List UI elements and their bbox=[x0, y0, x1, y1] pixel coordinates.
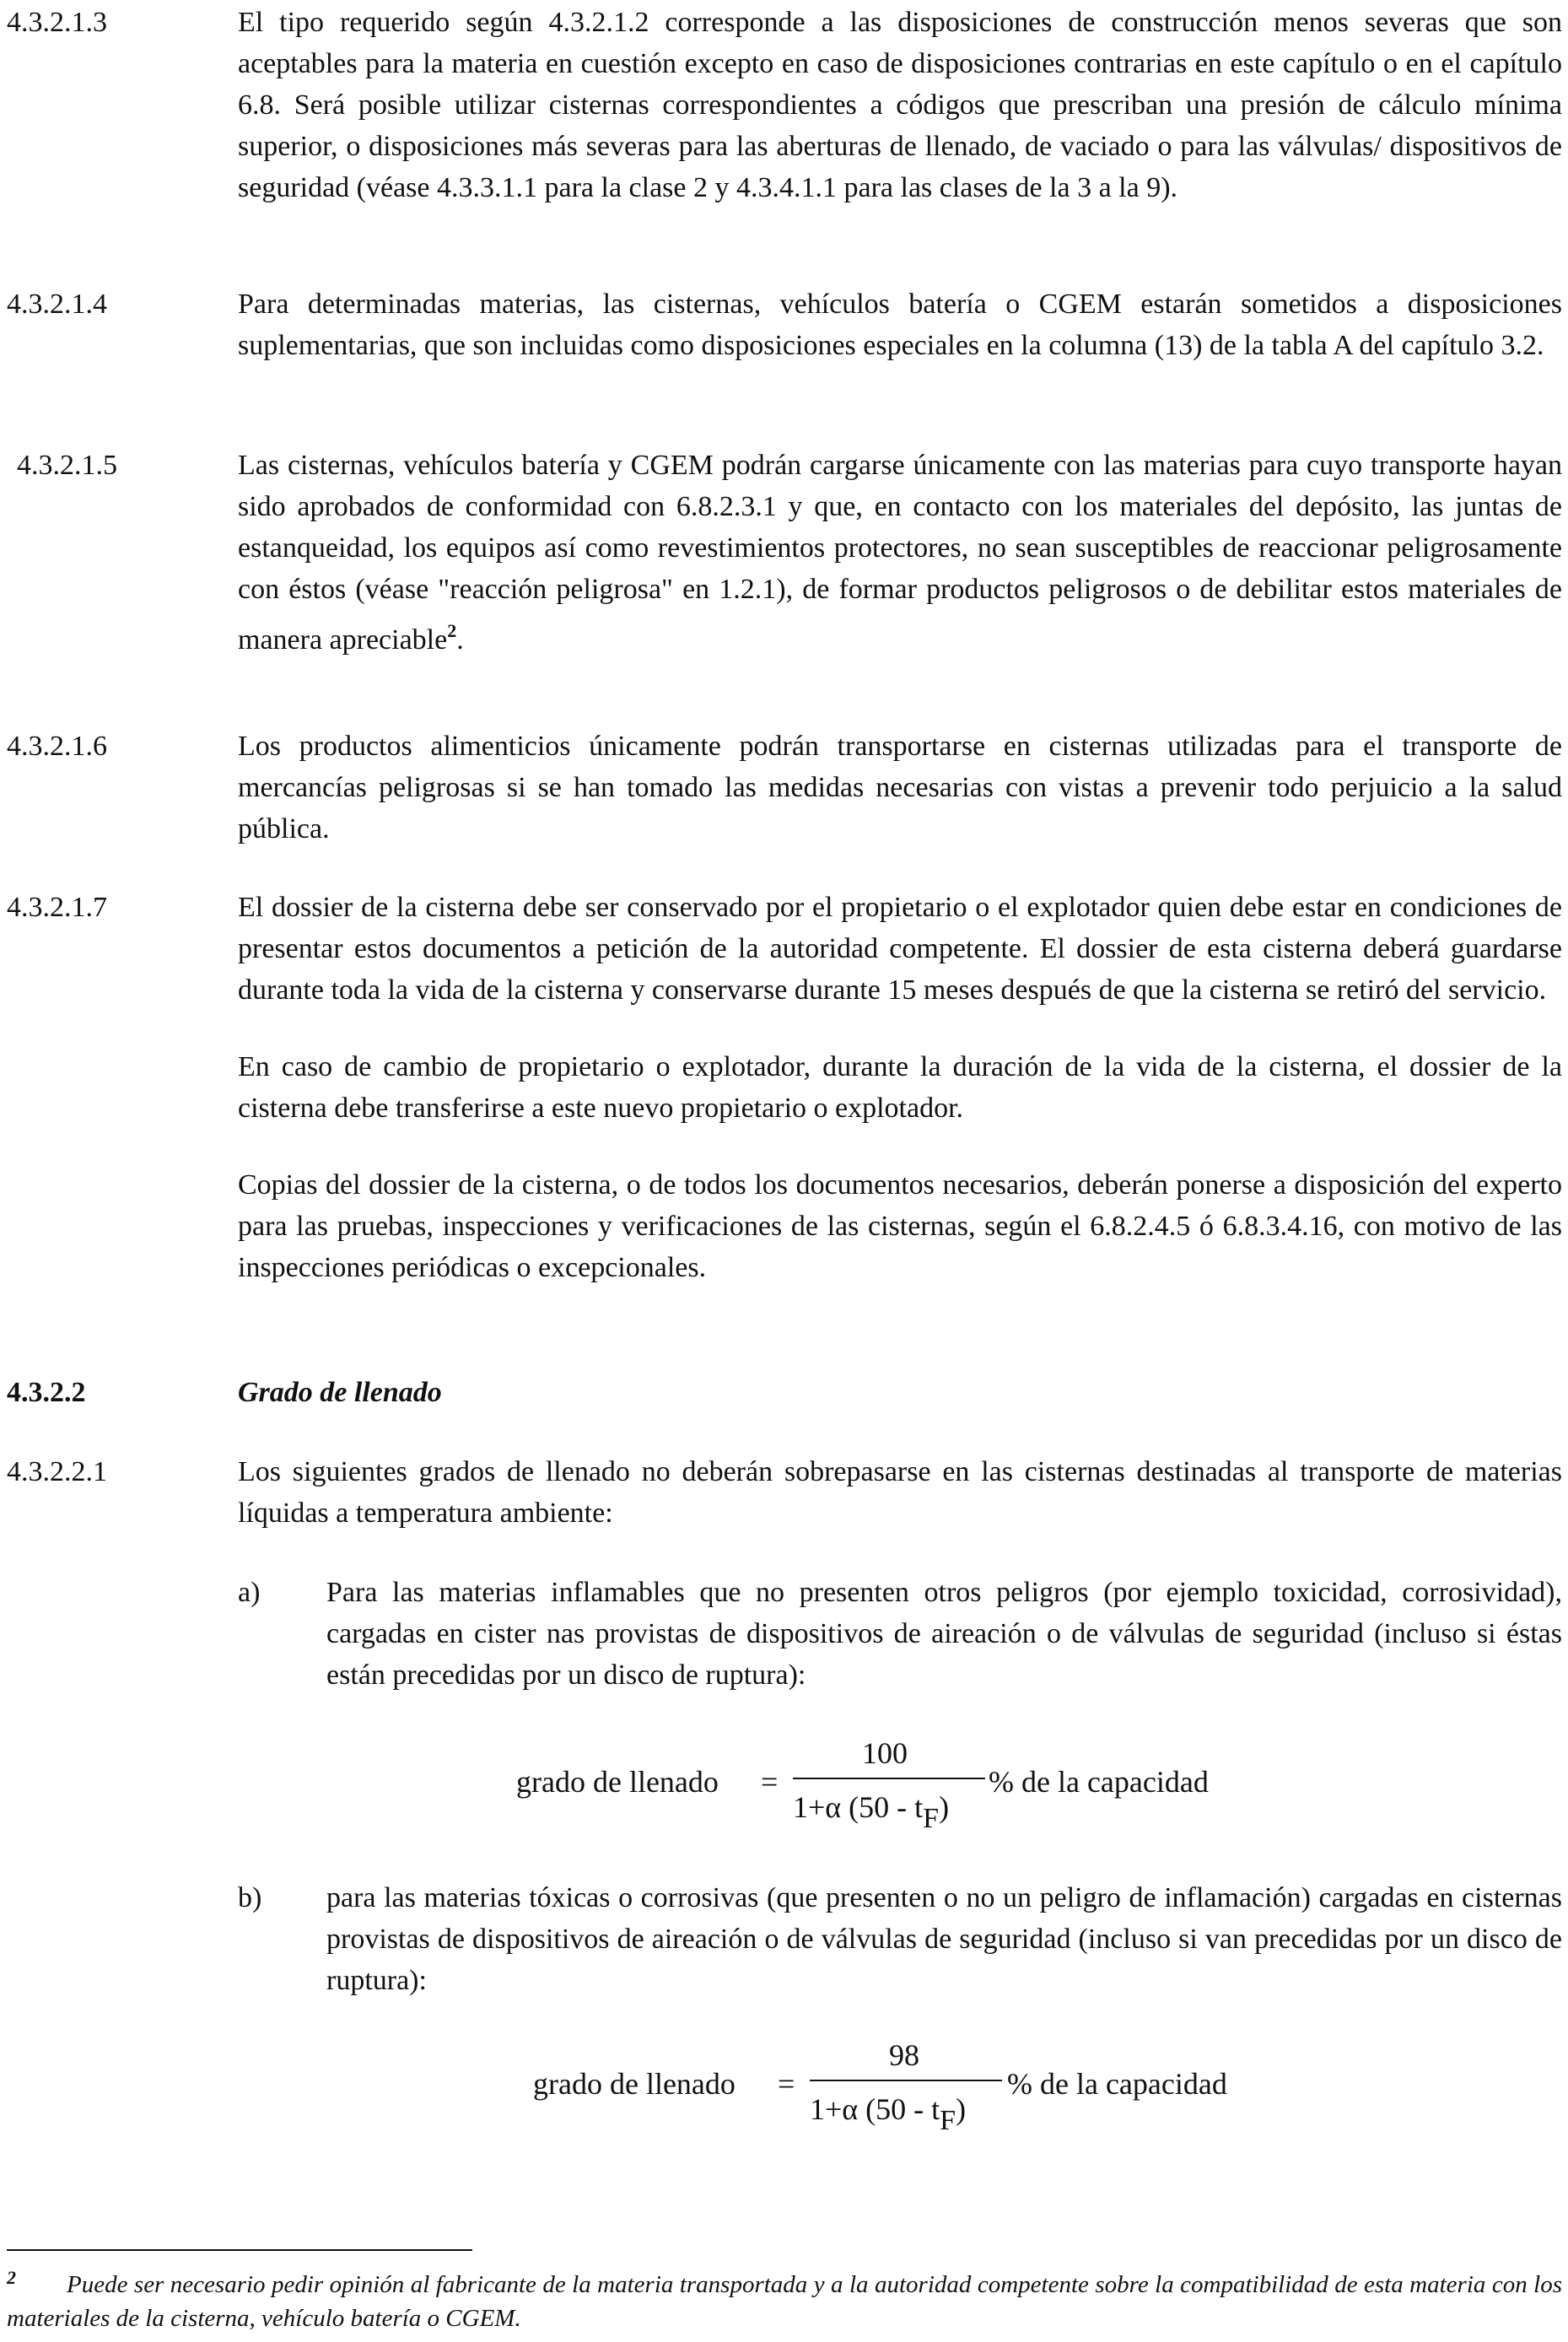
section-number: 4.3.2.1.7 bbox=[7, 892, 107, 923]
section-number: 4.3.2.1.6 bbox=[7, 731, 107, 762]
footnote-text: Puede ser necesario pedir opinión al fabricante de la materia transportada y a la autoridad competente sobre la compatibilidad de esta materia con los materiales de la cisterna, vehículo batería o CGEM. bbox=[7, 2271, 1562, 2332]
formula-lhs: grado de llenado bbox=[533, 2067, 736, 2101]
section-text: Los siguientes grados de llenado no deberán sobrepasarse en las cisternas destinadas al transporte de materias líquidas a temperatura ambiente: bbox=[238, 1456, 1562, 1529]
item-text-b: para las materias tóxicas o corrosivas (que presenten o no un peligro de inflamación) cargadas en cisternas provistas de dispositivos de aireación o de válvulas de seguridad (incluso si van precedidas por un disco de ruptura): bbox=[326, 1882, 1562, 1996]
formula-rhs: % de la capacidad bbox=[1007, 2067, 1227, 2101]
item-label-b: b) bbox=[238, 1882, 262, 1913]
footnote-mark: 2 bbox=[7, 2267, 16, 2288]
formula-denominator: 1+α (50 - tF) bbox=[810, 2092, 967, 2136]
section-title: Grado de llenado bbox=[238, 1377, 442, 1408]
fraction-bar bbox=[810, 2080, 1002, 2081]
footnote-divider bbox=[7, 2249, 472, 2251]
paragraph: Copias del dossier de la cisterna, o de todos los documentos necesarios, deberán ponerse a disposición del experto para las pruebas, inspecciones y verificaciones de las cisternas, según el 6.8.2.4.5 ó 6.8.3.4.16, con motivo de las inspecciones periódicas o excepcionales. bbox=[238, 1169, 1562, 1283]
item-text-a: Para las materias inflamables que no presenten otros peligros (por ejemplo toxicidad, corrosividad), cargadas en cister nas provistas de dispositivos de aireación o de válvulas de seguridad (incluso si éstas están precedidas por un disco de ruptura): bbox=[326, 1577, 1562, 1691]
fraction-bar bbox=[793, 1778, 985, 1779]
footnote-reference[interactable]: 2 bbox=[447, 620, 457, 641]
formula-numerator: 100 bbox=[862, 1736, 908, 1770]
section-number: 4.3.2.1.3 bbox=[7, 7, 107, 38]
formula-a bbox=[0, 1738, 1568, 1839]
paragraph: En caso de cambio de propietario o explotador, durante la duración de la vida de la cisterna, el dossier de la cisterna debe transferirse a este nuevo propietario o explotador. bbox=[238, 1051, 1562, 1124]
formula-numerator: 98 bbox=[889, 2038, 919, 2072]
footnote bbox=[7, 2261, 1562, 2335]
section-text: Los productos alimenticios únicamente podrán transportarse en cisternas utilizadas para el transporte de mercancías peligrosas si se han tomado las medidas necesarias con vistas a prevenir todo perjuicio a la salud pública. bbox=[238, 731, 1562, 845]
item-label-a: a) bbox=[238, 1577, 261, 1608]
section-number: 4.3.2.2.1 bbox=[7, 1456, 107, 1487]
section-text: Para determinadas materias, las cisternas, vehículos batería o CGEM estarán sometidos a disposiciones suplementarias, que son incluidas como disposiciones especiales en la columna (13) de la tabla A del capítulo 3.2. bbox=[238, 289, 1562, 361]
formula-b bbox=[0, 2040, 1568, 2141]
section-number: 4.3.2.2 bbox=[7, 1377, 86, 1408]
formula-rhs: % de la capacidad bbox=[989, 1765, 1209, 1799]
formula-equals: = bbox=[761, 1765, 779, 1799]
formula-equals: = bbox=[778, 2067, 795, 2101]
section-text: Las cisternas, vehículos batería y CGEM podrán cargarse únicamente con las materias para cuyo transporte hayan sido aprobados de conformidad con 6.8.2.3.1 y que, en contacto con los materiales del depósito, las juntas de estanqueidad, los equipos así como revestimientos protectores, no sean susceptibles de reaccionar peligrosamente con éstos (véase "reacción peligrosa" en 1.2.1), de formar productos peligrosos o de debilitar estos materiales de manera apreciable$^2$. bbox=[238, 450, 1562, 656]
section-text bbox=[238, 887, 1562, 1288]
section-text: El tipo requerido según 4.3.2.1.2 corresponde a las disposiciones de construcción menos severas que son aceptables para la materia en cuestión excepto en caso de disposiciones contrarias en este capítulo o en el capítulo 6.8. Será posible utilizar cisternas correspondientes a códigos que prescriban una presión de cálculo mínima superior, o disposiciones más severas para las aberturas de llenado, de vaciado o para las válvulas/ dispositivos de seguridad (véase 4.3.3.1.1 para la clase 2 y 4.3.4.1.1 para las clases de la 3 a la 9). bbox=[238, 7, 1562, 203]
formula-denominator: 1+α (50 - tF) bbox=[793, 1790, 950, 1834]
section-number: 4.3.2.1.5 bbox=[17, 450, 117, 481]
paragraph: El dossier de la cisterna debe ser conservado por el propietario o el explotador quien debe estar en condiciones de presentar estos documentos a petición de la autoridad competente. El dossier de esta cisterna deberá guardarse durante toda la vida de la cisterna y conservarse durante 15 meses después de que la cisterna se retiró del servicio. bbox=[238, 892, 1562, 1006]
section-number: 4.3.2.1.4 bbox=[7, 289, 107, 320]
formula-lhs: grado de llenado bbox=[516, 1765, 719, 1799]
